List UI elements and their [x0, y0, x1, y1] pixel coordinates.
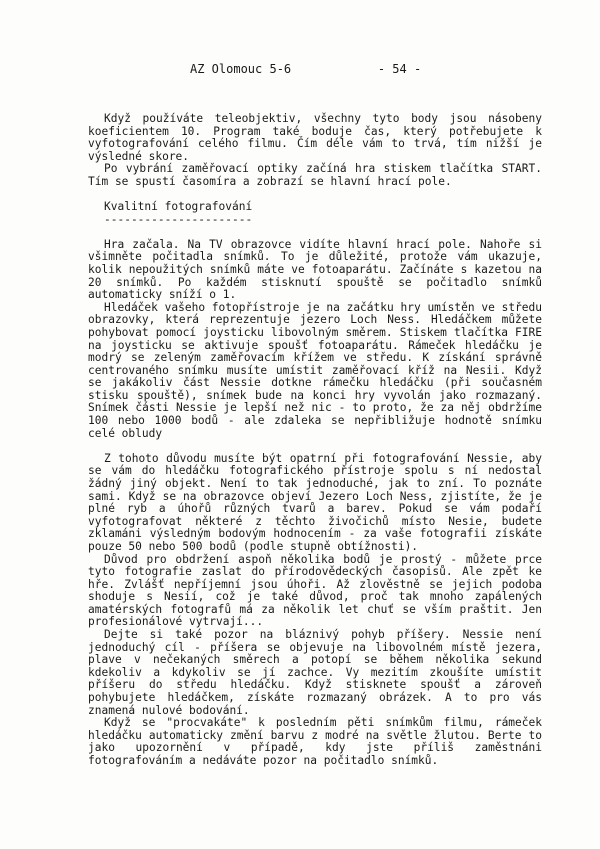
- intro-paragraph-2: Po vybrání zaměřovací optiky začíná hra stiskem tlačítka START. Tím se spustí časomíra a zobrazí se hlavní hrací pole.: [88, 162, 542, 188]
- section-heading: Kvalitní fotografování: [104, 200, 253, 214]
- intro-paragraph-1: Když používáte teleobjektiv, všechny tyto body jsou násobeny koeficientem 10. Program také boduje čas, který potřebujete k vyfotografování celého filmu. Čím déle vám to trvá, tím nižší je výsledné skore.: [88, 112, 542, 163]
- body-paragraph-5: Dejte si také pozor na bláznivý pohyb příšery. Nessie není jednoduchý cíl - příšera se objevuje na libovolném místě jezera, plave v nečekaných směrech a potopí se během několika sekund kdekoliv a kdykoliv se jí zachce. Vy mezitím zkoušíte umístit příšeru do středu hledáčku. Když stisknete spoušť a zároveň pohybujete hledáčkem, získáte rozmazaný obrázek. A to pro vás znamená nulové bodování.: [88, 628, 542, 717]
- section-underline: ----------------------: [104, 212, 253, 226]
- body-paragraph-2: Hledáček vašeho fotopřístroje je na začátku hry umístěn ve středu obrazovky, která reprezentuje jezero Loch Ness. Hledáčkem můžete pohybovat pomocí joysticku libovolným směrem. Stiskem tlačítka FIRE na joysticku se aktivuje spoušť fotoaparátu. Rámeček hledáčku je modrý se zeleným zaměřovacím křížem ve středu. K získání správně centrovaného snímku musíte umístit zaměřovací kříž na Nesii. Když se jakákoliv část Nessie dotkne rámečku hledáčku (při současném stisku spouště), snímek bude na konci hry vyvolán jako rozmazaný. Snímek části Nessie je lepší než nic - to proto, že za něj obdržíme 100 nebo 1000 bodů - ale zdaleka se nepřibližuje hodnotě snímku celé obludy: [88, 300, 542, 440]
- body-paragraph-6: Když se "procvakáte" k posledním pěti snímkům filmu, rámeček hledáčku automaticky změní barvu z modré na světle žlutou. Berte to jako upozornění v případě, kdy jste příliš zaměstnáni fotografováním a nedáváte pozor na počitadlo snímků.: [88, 716, 542, 767]
- page-number: - 54 -: [377, 62, 422, 76]
- body-paragraph-3: Z tohoto důvodu musíte být opatrní při fotografování Nessie, aby se vám do hledáčku fotografického přístroje spolu s ní nedostal žádný jiný objekt. Není to tak jednoduché, jak to zní. To poznáte sami. Když se na obrazovce objeví Jezero Loch Ness, zjistíte, že je plné ryb a úhořů různých tvarů a barev. Pokud se vám podaří vyfotografovat některé z těchto živočichů místo Nesie, budete zklamáni výsledným bodovým hodnocením - za vaše fotografii získáte pouze 50 nebo 500 bodů (podle stupně obtížnosti).: [88, 451, 542, 553]
- body-paragraph-4: Důvod pro obdržení aspoň několika bodů je prostý - můžete prce tyto fotografie zaslat do přírodovědeckých časopisů. Ale zpět ke hře. Zvlášť nepříjemní jsou úhoři. Až zlověstně se jejich podoba shoduje s Nesií, což je také důvod, proč tak mnoho zapálených amatérských fotografů má za několik let chuť se vším praštit. Jen profesionálové vytrvají...: [88, 552, 542, 629]
- page-header: [190, 62, 421, 76]
- header-source: AZ Olomouc 5-6: [190, 62, 292, 76]
- document-body: [88, 113, 542, 768]
- body-paragraph-1: Hra začala. Na TV obrazovce vidíte hlavní hrací pole. Nahoře si všimněte počitadla snímků. To je důležité, protože vám ukazuje, kolik nepoužitých snímků máte ve fotoaparátu. Začínáte s kazetou na 20 snímků. Po každém stisknutí spouště se počitadlo snímků automaticky sníží o 1.: [88, 237, 542, 302]
